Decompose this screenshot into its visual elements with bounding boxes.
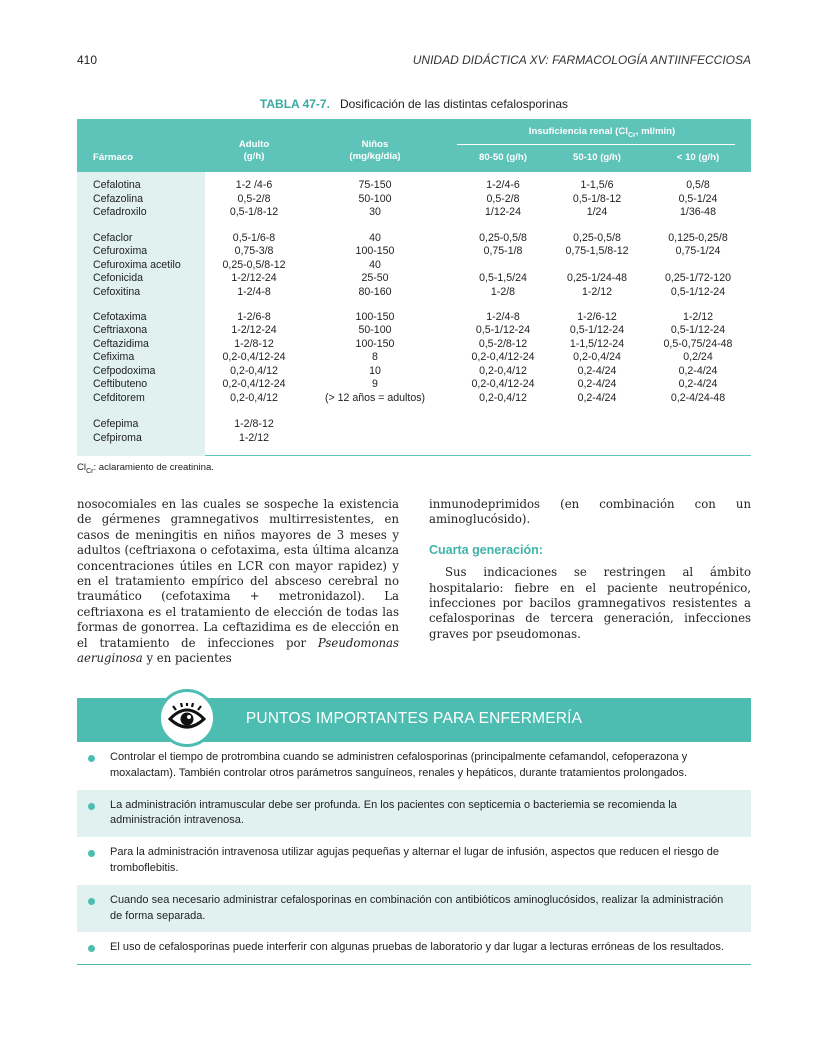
- dose-cell: 9: [372, 378, 378, 391]
- header-adult: [205, 139, 303, 163]
- dose-cell: 0,25-1/24-48: [566, 272, 628, 285]
- dose-cell: 30: [369, 206, 381, 219]
- nursing-item-text: El uso de cefalosporinas puede interferir con algunas pruebas de laboratorio y dar lugar a lecturas erróneas de los resultados.: [110, 941, 724, 954]
- dose-cell: 0,5-0,75/24-48: [663, 337, 733, 350]
- dose-cell: 0,5-1/12-24: [475, 324, 531, 337]
- drug-name-cell: Cefotaxima: [93, 310, 147, 323]
- dose-cell: 10: [369, 364, 381, 377]
- dose-cell: 0,5-1/8-12: [229, 206, 279, 219]
- dose-cell: 0,2-4/24-48: [670, 392, 726, 405]
- drug-name-cell: Cefepima: [93, 418, 139, 430]
- dose-cell: 100-150: [355, 337, 395, 350]
- dose-cell: 0,2-0,4/12: [230, 364, 278, 377]
- dose-cell: 1-2/8: [490, 285, 516, 298]
- dose-cell: 0,2-0,4/12-24: [471, 351, 535, 364]
- dose-cell: 0,5-1/12-24: [670, 285, 726, 298]
- dose-cell: 1-2/12: [581, 285, 613, 298]
- table-row: [77, 272, 751, 286]
- bullet-icon: [88, 850, 95, 857]
- dose-cell: 1-2/4-8: [486, 310, 520, 323]
- drug-name-cell: Cefixima: [93, 351, 135, 364]
- nursing-list-item: [77, 837, 751, 885]
- dose-cell: 0,2-0,4/12: [479, 364, 527, 377]
- dose-cell: 0,25-0,5/8: [573, 231, 621, 244]
- drug-name-cell: Cefonicida: [93, 272, 144, 285]
- dose-cell: 0,25-0,5/8: [479, 231, 527, 244]
- dose-cell: 0,75-1/8: [483, 245, 523, 258]
- dose-cell: 1-2 /4-6: [235, 179, 273, 191]
- dose-cell: 0,2-0,4/24: [573, 351, 621, 364]
- table-row: [77, 324, 751, 338]
- table-row: [77, 418, 751, 432]
- dose-cell: 40: [369, 231, 381, 244]
- nursing-list-item: [77, 885, 751, 933]
- dose-cell: 0,5-1/24: [678, 192, 718, 205]
- bullet-icon: [88, 898, 95, 905]
- drug-name-cell: Cefadroxilo: [93, 206, 147, 219]
- header-renal-group: Insuficiencia renal ($Cl_{Cr}$, ml/min): [528, 126, 676, 139]
- table-header: [77, 119, 751, 172]
- dose-cell: 0,5/8: [686, 179, 710, 191]
- drug-name-cell: Cefpodoxima: [93, 364, 156, 377]
- dose-cell: 0,2-4/24: [678, 364, 718, 377]
- table-row: [77, 179, 751, 193]
- dose-cell: 1-1,5/12-24: [569, 337, 625, 350]
- running-header: UNIDAD DIDÁCTICA XV: FARMACOLOGÍA ANTIINFECCIOSA: [412, 53, 751, 67]
- table-row-group: [77, 179, 751, 220]
- table-row: [77, 259, 751, 273]
- drug-name-cell: Cefoxitina: [93, 285, 141, 298]
- body-paragraph: Sus indicaciones se restringen al ámbito hospitalario: fiebre en el paciente neutropénico, infecciones por bacilos gramnegativos resistentes a cefalosporinas de tercera generación, infecciones graves por pseudomonas.: [429, 565, 751, 641]
- table-row: [77, 245, 751, 259]
- dose-cell: 1-2/6-8: [237, 310, 271, 323]
- table-row: [77, 351, 751, 365]
- header-children-unit: (mg/kg/día): [349, 151, 401, 162]
- nursing-item-text: Para la administración intravenosa utilizar agujas pequeñas y alternar el lugar de infusión, aspectos que reducen el riesgo de tromboflebitis.: [110, 846, 720, 874]
- dosage-table: [77, 119, 751, 456]
- dose-cell: 1-2/4-8: [237, 285, 271, 298]
- dose-cell: 25-50: [361, 272, 389, 285]
- table-row: [77, 378, 751, 392]
- dose-cell: 0,2-0,4/12-24: [471, 378, 535, 391]
- table-row-group: [77, 418, 751, 445]
- table-row: [77, 392, 751, 406]
- dose-cell: 0,2-0,4/12: [479, 392, 527, 405]
- dose-cell: 1/24: [586, 206, 608, 219]
- nursing-box-title: PUNTOS IMPORTANTES PARA ENFERMERÍA: [245, 710, 583, 727]
- table-caption: [0, 97, 828, 111]
- table-row-group: [77, 232, 751, 300]
- dose-cell: 0,5-2/8-12: [478, 337, 528, 350]
- dose-cell: 0,5-1/12-24: [569, 324, 625, 337]
- table-row: [77, 193, 751, 207]
- dose-cell: 1-2/12-24: [231, 272, 277, 285]
- table-row: [77, 311, 751, 325]
- body-paragraph: nosocomiales en las cuales se sospeche la existencia de gérmenes gramnegativos multirresistentes, en casos de meningitis en niños mayores de 3 meses y adultos (ceftriaxona o cefotaxima, esta última alcanza concentraciones útiles en LCR con mayor rapidez) y en el tratamiento empírico del absceso cerebral no traumático (cefotaxima + metronidazol). La ceftriaxona es el tratamiento de elección de todas las formas de gonorrea. La ceftazidima es de elección en el tratamiento de infecciones por Pseudomonas aeruginosa y en pacientes: [77, 497, 399, 666]
- dose-cell: 1-2/12-24: [231, 324, 277, 337]
- header-divider: [457, 144, 735, 145]
- bullet-icon: [88, 803, 95, 810]
- dose-cell: 1-2/6-12: [577, 310, 617, 323]
- nursing-items: [77, 742, 751, 965]
- dose-cell: 0,5-1,5/24: [479, 272, 527, 285]
- dose-cell: 1-2/8-12: [234, 418, 274, 430]
- dose-cell: 8: [372, 351, 378, 364]
- table-row: [77, 232, 751, 246]
- dose-cell: 1/36-48: [680, 206, 716, 219]
- dose-cell: 1-2/12: [682, 310, 714, 323]
- table-number: TABLA 47-7.: [259, 97, 330, 111]
- header-children: [303, 139, 447, 163]
- nursing-item-text: La administración intramuscular debe ser profunda. En los pacientes con septicemia o bacteriemia se recomienda la administración intravenosa.: [110, 798, 677, 827]
- nursing-list-item: [77, 932, 751, 964]
- body-column-right: [429, 497, 751, 642]
- dose-cell: 0,2-0,4/12: [230, 392, 278, 405]
- dose-cell: 0,75-3/8: [234, 245, 274, 258]
- dose-cell: 0,25-0,5/8-12: [222, 258, 286, 271]
- dose-cell: 80-160: [358, 285, 392, 298]
- dose-cell: 1-1,5/6: [580, 179, 614, 191]
- dose-cell: 0,5-1/8-12: [572, 192, 622, 205]
- drug-name-cell: Ceftriaxona: [93, 324, 148, 337]
- dose-cell: 0,5-2/8: [237, 192, 271, 205]
- header-renal-2: 50-10 (g/h): [573, 152, 621, 163]
- dose-cell: 0,5-1/6-8: [232, 231, 276, 244]
- drug-name-cell: Cefditorem: [93, 392, 145, 405]
- dose-cell: 0,2-4/24: [577, 392, 617, 405]
- body-paragraph: inmunodeprimidos (en combinación con un aminoglucósido).: [429, 497, 751, 527]
- table-row: [77, 338, 751, 352]
- header-adult-unit: (g/h): [243, 151, 265, 162]
- dose-cell: 1-2/4-6: [486, 179, 520, 191]
- dose-cell: 0,75-1,5/8-12: [565, 245, 629, 258]
- drug-name-cell: Cefuroxima: [93, 245, 148, 258]
- dose-cell: 0,75-1/24: [675, 245, 721, 258]
- page-number: 410: [77, 53, 98, 67]
- nursing-item-text: Cuando sea necesario administrar cefalosporinas en combinación con antibióticos aminoglucósidos, realizar la administración de forma separada.: [110, 893, 724, 922]
- drug-name-cell: Cefaclor: [93, 231, 133, 244]
- nursing-points-box: [77, 698, 751, 994]
- table-row: [77, 286, 751, 300]
- dose-cell: 0,2-0,4/12-24: [222, 351, 286, 364]
- table-footnote: $Cl_{Cr}$: aclaramiento de creatinina.: [77, 462, 214, 475]
- nursing-list-item: [77, 790, 751, 838]
- header-renal-1: 80-50 (g/h): [479, 152, 527, 163]
- eye-icon: [167, 703, 207, 733]
- header-adult-label: Adulto: [238, 139, 270, 150]
- eye-badge: [158, 689, 216, 747]
- nursing-item-text: Controlar el tiempo de protrombina cuando se administren cefalosporinas (principalmente cefamandol, cefoperazona y moxalactam). También controlar otros parámetros sanguíneos, renales y hepáticos, durante tratamientos prolongados.: [110, 751, 688, 779]
- dose-cell: 0,5-1/12-24: [670, 324, 726, 337]
- nursing-list-item: [77, 742, 751, 790]
- table-row: [77, 365, 751, 379]
- dose-cell: 0,2-4/24: [577, 378, 617, 391]
- table-row: [77, 206, 751, 220]
- dose-cell: 0,125-0,25/8: [668, 231, 728, 244]
- dose-cell: 0,2-4/24: [678, 378, 718, 391]
- header-children-label: Niños: [361, 139, 389, 150]
- dose-cell: 0,2/24: [683, 351, 713, 364]
- table-row-group: [77, 311, 751, 406]
- drug-name-cell: Cefuroxima acetilo: [93, 258, 181, 271]
- body-column-left: [77, 497, 399, 666]
- table-body: [77, 172, 751, 456]
- dose-cell: 100-150: [355, 245, 395, 258]
- dose-cell: 1-2/12: [238, 431, 270, 444]
- dose-cell: 1-2/8-12: [234, 337, 274, 350]
- table-row: [77, 432, 751, 446]
- drug-name-cell: Ceftazidima: [93, 337, 149, 350]
- dose-cell: 50-100: [358, 192, 392, 205]
- dose-cell: 75-150: [358, 179, 392, 191]
- drug-name-cell: Cefazolina: [93, 192, 144, 205]
- header-drug: Fármaco: [93, 152, 133, 163]
- bullet-icon: [88, 755, 95, 762]
- drug-name-cell: Cefpiroma: [93, 431, 142, 444]
- section-heading: Cuarta generación:: [429, 542, 543, 557]
- bullet-icon: [88, 945, 95, 952]
- drug-name-cell: Ceftibuteno: [93, 378, 148, 391]
- dose-cell: 0,2-4/24: [577, 364, 617, 377]
- dose-cell: 1/12-24: [485, 206, 521, 219]
- dose-cell: 0,2-0,4/12-24: [222, 378, 286, 391]
- dose-cell: 50-100: [358, 324, 392, 337]
- drug-name-cell: Cefalotina: [93, 179, 141, 191]
- header-renal-3: < 10 (g/h): [676, 152, 720, 163]
- table-title: Dosificación de las distintas cefalosporinas: [339, 97, 569, 111]
- dose-cell: 40: [369, 258, 381, 271]
- dose-cell: (> 12 años = adultos): [324, 392, 426, 405]
- dose-cell: 0,5-2/8: [486, 192, 520, 205]
- dose-cell: 0,25-1/72-120: [665, 272, 731, 285]
- dose-cell: 100-150: [355, 310, 395, 323]
